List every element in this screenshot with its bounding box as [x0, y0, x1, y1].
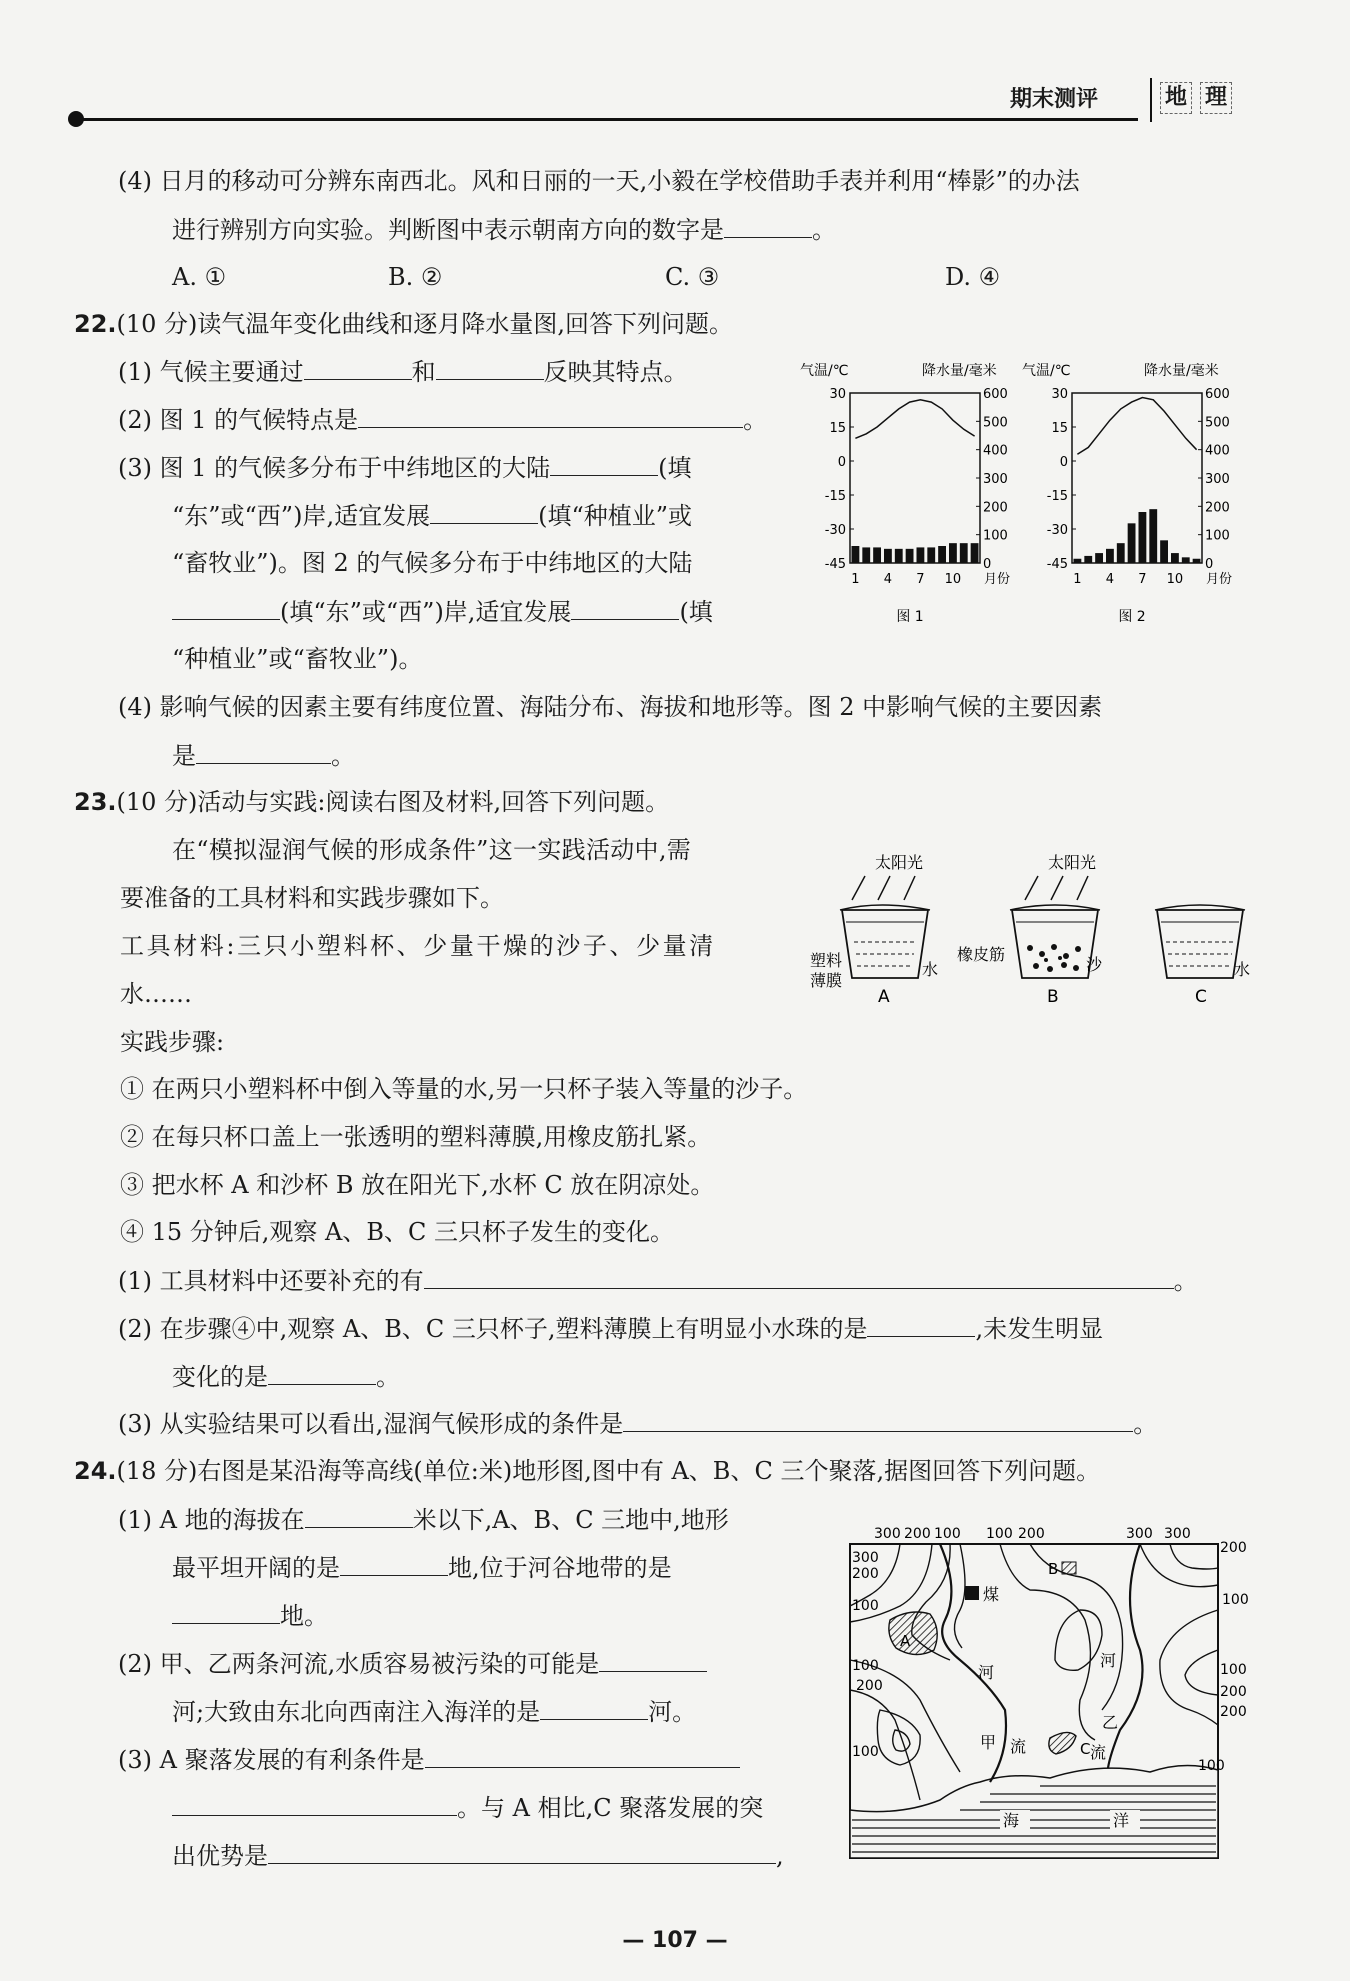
contour-value: 100 [1222, 1592, 1249, 1608]
cup-label-c: C [1195, 987, 1207, 1007]
y-axis-label-right: 降水量/毫米 [922, 363, 997, 379]
q24-item2-line2: 河;大致由东北向西南注入海洋的是 河。 [172, 1695, 696, 1728]
q22-item3-line1: (3) 图 1 的气候多分布于中纬地区的大陆 (填 [118, 451, 692, 484]
x-tick-label: 10 [944, 572, 962, 587]
river-label: 河 [1100, 1651, 1117, 1670]
punct: 。 [812, 216, 836, 244]
contour-value: 100 [852, 1598, 879, 1614]
contour-value: 300 [1164, 1526, 1191, 1542]
river-yi-label: 乙 [1102, 1713, 1119, 1732]
q21-option-c[interactable]: C. ③ [665, 263, 720, 291]
answer-blank[interactable] [867, 1312, 975, 1337]
answer-blank[interactable] [425, 1743, 740, 1768]
q22-item4-line2: 是 。 [172, 739, 355, 772]
cup-b [957, 853, 1103, 1007]
settlement-c [1049, 1732, 1076, 1754]
cup-label-a: A [878, 987, 890, 1007]
precip-tick-label: 600 [1205, 387, 1230, 402]
q24-item1-line3: 地。 [172, 1599, 328, 1632]
q23-item2-line1: (2) 在步骤④中,观察 A、B、C 三只杯子,塑料薄膜上有明显小水珠的是 ,未发生明显 [118, 1312, 1103, 1345]
temp-tick-label: 30 [829, 387, 846, 402]
page-number: — 107 — [622, 1928, 728, 1953]
y-axis-label-left: 气温/℃ [800, 363, 849, 379]
contour-value: 100 [934, 1526, 961, 1542]
q22-item1: (1) 气候主要通过 和 反映其特点。 [118, 355, 688, 388]
ocean-label: 洋 [1113, 1811, 1130, 1830]
cup-c [1155, 905, 1250, 1007]
q22-item3-line2: “东”或“西”)岸,适宜发展 (填“种植业”或 [172, 499, 692, 532]
sun-ray [878, 876, 890, 900]
x-tick-label: 1 [1073, 572, 1082, 587]
sunlight-label: 太阳光 [875, 853, 924, 872]
precip-tick-label: 400 [1205, 443, 1230, 459]
precip-bar [1117, 543, 1125, 563]
sunlight-label: 太阳光 [1048, 853, 1097, 872]
sun-ray [1025, 876, 1038, 900]
x-tick-label: 4 [883, 572, 893, 587]
settlement-b-label: B [1048, 1560, 1059, 1578]
section-title: 期末测评 [1010, 87, 1099, 112]
precip-bar [1128, 523, 1136, 563]
plot-frame [850, 393, 980, 563]
sun-ray [1077, 876, 1088, 900]
precip-tick-label: 300 [983, 472, 1008, 487]
answer-blank[interactable] [571, 595, 679, 620]
q23-step: ① 在两只小塑料杯中倒入等量的水,另一只杯子装入等量的沙子。 [120, 1075, 808, 1103]
subject-char: 地 [1160, 82, 1192, 114]
q23-item2-line2: 变化的是 。 [172, 1360, 400, 1393]
question-number: 23. [74, 788, 117, 816]
q23-steps-title: 实践步骤: [120, 1028, 225, 1056]
temp-tick-label: 0 [1059, 455, 1068, 470]
rubber-band-label: 橡皮筋 [957, 945, 1006, 964]
x-tick-label: 4 [1105, 572, 1115, 587]
precip-bar [1160, 540, 1168, 563]
precip-bar [1095, 553, 1103, 563]
precip-tick-label: 0 [1205, 557, 1214, 572]
river-label: 流 [1090, 1743, 1107, 1762]
precip-bar [906, 549, 914, 563]
answer-blank[interactable] [172, 595, 280, 620]
answer-blank[interactable] [304, 355, 412, 380]
precip-bar [862, 547, 870, 563]
sun-ray [904, 876, 915, 900]
precip-tick-label: 0 [983, 557, 992, 572]
sun-ray [1051, 876, 1063, 900]
contour-map [840, 1510, 1260, 1870]
precip-tick-label: 200 [1205, 500, 1230, 516]
q24-item3-line1: (3) A 聚落发展的有利条件是 [118, 1743, 740, 1776]
settlement-c-label: C [1080, 1740, 1091, 1758]
answer-blank[interactable] [550, 451, 658, 476]
precip-bar [895, 549, 903, 563]
precip-tick-label: 500 [1205, 415, 1230, 431]
x-axis-label: 月份 [984, 572, 1011, 587]
precip-bar [1084, 556, 1092, 563]
sea-label: 海 [1003, 1811, 1020, 1830]
q24-item2-line1: (2) 甲、乙两条河流,水质容易被污染的可能是 [118, 1647, 707, 1680]
precip-bar [852, 546, 860, 563]
plot-frame [1072, 393, 1202, 563]
contour-value: 200 [1220, 1684, 1247, 1700]
q23-tools-line2: 水…… [120, 980, 192, 1008]
temp-tick-label: 15 [1051, 421, 1068, 436]
answer-blank[interactable] [430, 499, 538, 524]
q24-stem [74, 1455, 1100, 1487]
contour-value: 300 [874, 1526, 901, 1542]
precip-tick-label: 200 [983, 500, 1008, 516]
q24-item1-line2: 最平坦开阔的是 地,位于河谷地带的是 [172, 1551, 672, 1584]
header-separator [1150, 78, 1152, 122]
precip-bar [960, 543, 968, 563]
q22-item3-line4: (填“东”或“西”)岸,适宜发展 (填 [172, 595, 713, 628]
question-text: (10 分)读气温年变化曲线和逐月降水量图,回答下列问题。 [116, 310, 734, 338]
subject-char: 理 [1200, 82, 1232, 114]
precip-bar [927, 547, 935, 563]
answer-blank[interactable] [196, 739, 331, 764]
figure-caption: 图 1 [896, 609, 924, 625]
cup-outline [842, 910, 928, 978]
contour-value: 200 [852, 1566, 879, 1582]
temp-tick-label: -45 [1046, 557, 1068, 572]
contour-value: 100 [852, 1658, 879, 1674]
precip-bar [917, 547, 925, 563]
q21-item4-line1: (4) 日月的移动可分辨东南西北。风和日丽的一天,小毅在学校借助手表并利用“棒影”的办法 [118, 167, 1080, 195]
precip-bar [1182, 557, 1190, 563]
q22-item4-line1: (4) 影响气候的因素主要有纬度位置、海陆分布、海拔和地形等。图 2 中影响气候的主要因素 [118, 693, 1103, 721]
precip-tick-label: 600 [983, 387, 1008, 402]
temp-tick-label: -30 [1046, 523, 1068, 538]
y-axis-label-left: 气温/℃ [1022, 363, 1071, 379]
subject-badge [1160, 82, 1232, 114]
climate-charts [800, 355, 1350, 625]
x-tick-label: 1 [851, 572, 860, 587]
q24-item3-line3: 出优势是 , [172, 1839, 784, 1872]
answer-blank[interactable] [358, 403, 743, 428]
precip-bar [1171, 553, 1179, 563]
settlement-b [1062, 1562, 1076, 1574]
temp-tick-label: -45 [824, 557, 846, 572]
q23-item1: (1) 工具材料中还要补充的有 。 [118, 1264, 1198, 1297]
contour-value: 300 [1126, 1526, 1153, 1542]
q23-tools-line1: 工具材料:三只小塑料杯、少量干燥的沙子、少量清 [120, 932, 716, 960]
sand-label: 沙 [1086, 955, 1103, 974]
precip-bar [1193, 559, 1201, 563]
sea-area [850, 1765, 1218, 1858]
temp-tick-label: -15 [824, 489, 846, 504]
contour-value: 200 [856, 1678, 883, 1694]
answer-blank[interactable] [424, 1264, 1174, 1289]
cup-a [810, 853, 938, 1007]
river-label: 河 [978, 1663, 995, 1682]
water-label: 水 [1234, 960, 1251, 979]
header-rule [78, 118, 1138, 121]
precip-bar [949, 543, 957, 563]
q22-item2: (2) 图 1 的气候特点是 。 [118, 403, 767, 436]
answer-blank[interactable] [305, 1503, 413, 1528]
film-label: 塑料 [810, 951, 843, 970]
temp-tick-label: -15 [1046, 489, 1068, 504]
cup-label-b: B [1047, 987, 1059, 1007]
precip-bar [938, 546, 946, 563]
q21-option-d[interactable]: D. ④ [945, 263, 1001, 291]
coal-label: 煤 [983, 1585, 1000, 1604]
q23-step: ② 在每只杯口盖上一张透明的塑料薄膜,用橡皮筋扎紧。 [120, 1123, 712, 1151]
precip-tick-label: 100 [1205, 528, 1230, 544]
sun-ray [852, 876, 865, 900]
q24-item3-line2: 。与 A 相比,C 聚落发展的突 [172, 1791, 763, 1824]
cup-experiment-figure [810, 850, 1270, 1020]
answer-blank[interactable] [268, 1839, 776, 1864]
answer-blank[interactable] [172, 1599, 280, 1624]
settlement-a-label: A [900, 1632, 911, 1650]
coal-icon [965, 1586, 979, 1600]
x-tick-label: 10 [1166, 572, 1184, 587]
precip-bar [884, 549, 892, 563]
temp-tick-label: 15 [829, 421, 846, 436]
x-tick-label: 7 [916, 572, 925, 587]
answer-blank[interactable] [436, 355, 544, 380]
answer-blank[interactable] [540, 1695, 648, 1720]
answer-blank[interactable] [623, 1407, 1133, 1432]
river-jia-label: 甲 [980, 1733, 997, 1752]
figure-caption: 图 2 [1118, 609, 1146, 625]
film-label: 薄膜 [810, 971, 843, 990]
contour-value: 100 [986, 1526, 1013, 1542]
q21-option-b[interactable]: B. ② [388, 263, 443, 291]
precip-bar [1149, 509, 1157, 563]
question-text: (18 分)右图是某沿海等高线(单位:米)地形图,图中有 A、B、C 三个聚落,据图回答下列问题。 [116, 1457, 1101, 1485]
x-tick-label: 7 [1138, 572, 1147, 587]
answer-blank[interactable] [268, 1360, 376, 1385]
temp-tick-label: -30 [824, 523, 846, 538]
precip-tick-label: 400 [983, 443, 1008, 459]
river-jia [940, 1544, 1006, 1782]
answer-blank[interactable] [340, 1551, 448, 1576]
answer-blank[interactable] [172, 1791, 457, 1816]
y-axis-label-right: 降水量/毫米 [1144, 363, 1219, 379]
temp-tick-label: 0 [837, 455, 846, 470]
precip-tick-label: 300 [1205, 472, 1230, 487]
x-axis-label: 月份 [1206, 572, 1233, 587]
q24-item1-line1: (1) A 地的海拔在 米以下,A、B、C 三地中,地形 [118, 1503, 729, 1536]
contour-value: 300 [852, 1550, 879, 1566]
answer-blank[interactable] [599, 1647, 707, 1672]
precip-bar [971, 543, 979, 563]
river-label: 流 [1010, 1737, 1027, 1756]
contour-value: 100 [1198, 1758, 1225, 1774]
sand-dots [1027, 944, 1081, 972]
contour-lines [850, 1544, 1218, 1800]
question-number: 24. [74, 1457, 117, 1485]
temp-tick-label: 30 [1051, 387, 1068, 402]
contour-value: 100 [1220, 1662, 1247, 1678]
precip-bar [1074, 559, 1082, 563]
precip-bar [873, 547, 881, 563]
precip-tick-label: 500 [983, 415, 1008, 431]
settlement-a [889, 1612, 937, 1655]
q22-stem [74, 308, 733, 340]
q23-step: ④ 15 分钟后,观察 A、B、C 三只杯子发生的变化。 [120, 1218, 675, 1246]
contour-value: 200 [904, 1526, 931, 1542]
q21-item4-text: 进行辨别方向实验。判断图中表示朝南方向的数字是 [172, 216, 724, 244]
q23-item3: (3) 从实验结果可以看出,湿润气候形成的条件是 。 [118, 1407, 1157, 1440]
temperature-line [855, 400, 974, 439]
q23-para1-line2: 要准备的工具材料和实践步骤如下。 [120, 884, 504, 912]
answer-blank[interactable] [724, 213, 812, 238]
precip-bar [1106, 549, 1114, 563]
precip-bar [1139, 512, 1147, 563]
question-text: (10 分)活动与实践:阅读右图及材料,回答下列问题。 [116, 788, 670, 816]
precip-tick-label: 100 [983, 528, 1008, 544]
contour-value: 200 [1018, 1526, 1045, 1542]
q23-stem [74, 786, 669, 818]
q23-step: ③ 把水杯 A 和沙杯 B 放在阳光下,水杯 C 放在阴凉处。 [120, 1171, 715, 1199]
contour-value: 100 [852, 1744, 879, 1760]
q23-para1-line1: 在“模拟湿润气候的形成条件”这一实践活动中,需 [172, 836, 692, 864]
q22-item3-line5: “种植业”或“畜牧业”)。 [172, 645, 423, 673]
contour-value: 200 [1220, 1540, 1247, 1556]
q21-option-a[interactable]: A. ① [172, 263, 227, 291]
water-label: 水 [922, 960, 939, 979]
q22-item3-line3: “畜牧业”)。图 2 的气候多分布于中纬地区的大陆 [172, 549, 693, 577]
question-number: 22. [74, 310, 117, 338]
q21-item4-line2 [172, 213, 836, 246]
contour-value: 200 [1220, 1704, 1247, 1720]
temperature-line [1077, 398, 1196, 455]
